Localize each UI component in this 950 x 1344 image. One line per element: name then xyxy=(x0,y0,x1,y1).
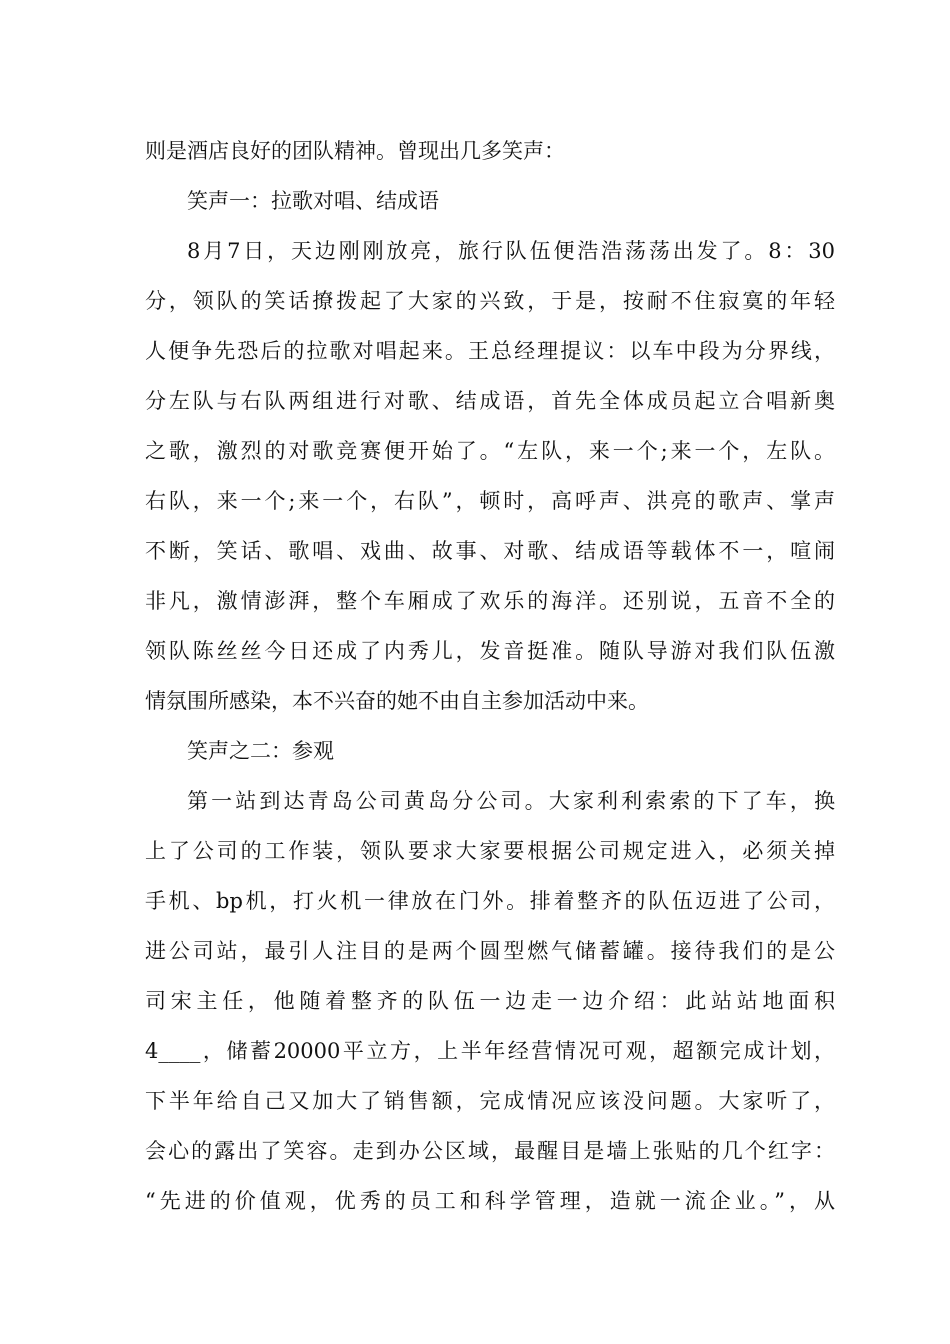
text-line: 则是酒店良好的团队精神。曾现出几多笑声： xyxy=(145,139,565,163)
text-line: 之歌，激烈的对歌竞赛便开始了。“左队，来一个;来一个，左队。 xyxy=(145,439,835,463)
text-line: 下半年给自己又加大了销售额，完成情况应该没问题。大家听了， xyxy=(145,1089,835,1113)
text-line: 8月7日，天边刚刚放亮，旅行队伍便浩浩荡荡出发了。8：30 xyxy=(187,239,835,263)
text-line: 右队，来一个;来一个，右队”，顿时，高呼声、洪亮的歌声、掌声 xyxy=(145,489,835,513)
text-line: 人便争先恐后的拉歌对唱起来。王总经理提议：以车中段为分界线， xyxy=(145,339,835,363)
text-line: 手机、bp机，打火机一律放在门外。排着整齐的队伍迈进了公司， xyxy=(145,889,835,913)
text-line: 会心的露出了笑容。走到办公区域，最醒目是墙上张贴的几个红字： xyxy=(145,1139,835,1163)
text-line: 不断，笑话、歌唱、戏曲、故事、对歌、结成语等载体不一，喧闹 xyxy=(145,539,835,563)
text-line: 司宋主任，他随着整齐的队伍一边走一边介绍：此站站地面积 xyxy=(145,989,835,1013)
text-line: 4____，储蓄20000平立方，上半年经营情况可观，超额完成计划， xyxy=(145,1039,835,1063)
text-line: 情氛围所感染，本不兴奋的她不由自主参加活动中来。 xyxy=(145,689,649,713)
text-line: “先进的价值观，优秀的员工和科学管理，造就一流企业。”，从 xyxy=(145,1189,835,1213)
text-line: 第一站到达青岛公司黄岛分公司。大家利利索索的下了车，换 xyxy=(187,789,835,813)
text-line: 上了公司的工作装，领队要求大家要根据公司规定进入，必须关掉 xyxy=(145,839,835,863)
text-line: 领队陈丝丝今日还成了内秀儿，发音挺准。随队导游对我们队伍激 xyxy=(145,639,835,663)
text-line: 进公司站，最引人注目的是两个圆型燃气储蓄罐。接待我们的是公 xyxy=(145,939,835,963)
section-heading: 笑声一：拉歌对唱、结成语 xyxy=(187,189,439,213)
text-line: 分左队与右队两组进行对歌、结成语，首先全体成员起立合唱新奥 xyxy=(145,389,835,413)
section-heading: 笑声之二：参观 xyxy=(187,739,334,763)
text-line: 非凡，激情澎湃，整个车厢成了欢乐的海洋。还别说，五音不全的 xyxy=(145,589,835,613)
text-line: 分，领队的笑话撩拨起了大家的兴致，于是，按耐不住寂寞的年轻 xyxy=(145,289,835,313)
